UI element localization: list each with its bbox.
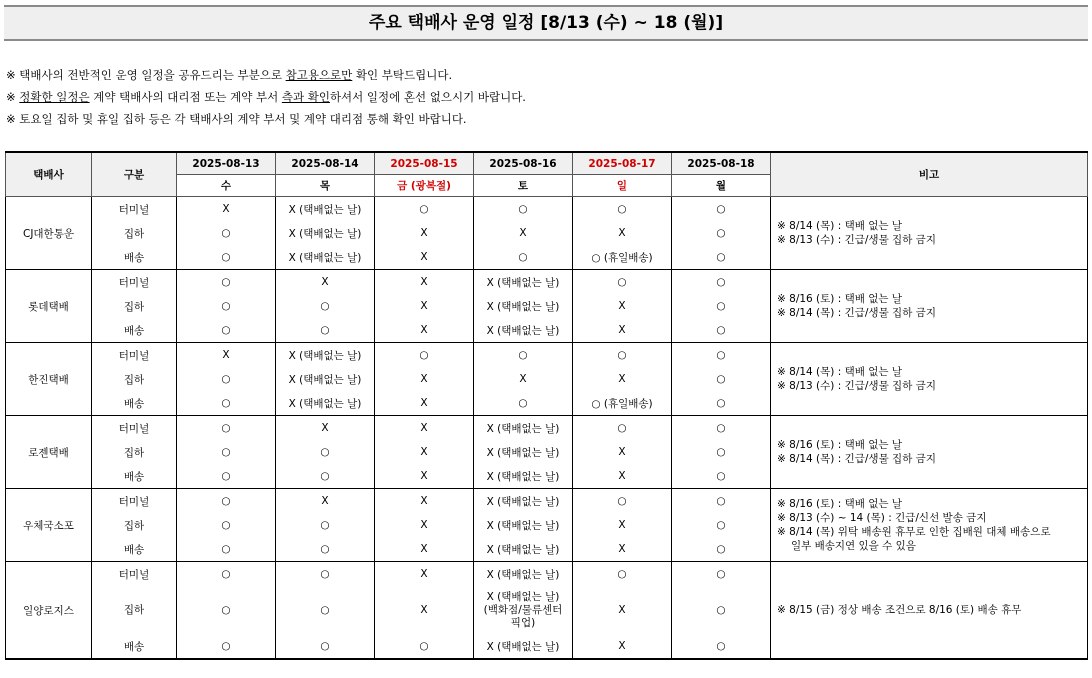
status-cell: X [375, 294, 474, 318]
status-cell: X (택배없는 날) [276, 367, 375, 391]
header-date: 2025-08-16 [474, 152, 573, 175]
status-cell: X [375, 391, 474, 416]
status-cell: X [573, 586, 672, 634]
remark-cell [771, 489, 1088, 562]
status-cell: X (택배없는 날) [276, 221, 375, 245]
category-label: 집하 [92, 586, 177, 634]
status-cell: ○ [573, 416, 672, 441]
status-cell: X (택배없는 날) [474, 489, 573, 514]
status-cell: X (택배없는 날) [474, 294, 573, 318]
status-cell: X (택배없는 날) [474, 464, 573, 489]
status-cell: X [177, 197, 276, 222]
table-row [6, 489, 1088, 514]
remark-line: ※ 8/15 (금) 정상 배송 조건으로 8/16 (토) 배송 휴무 [777, 604, 1022, 616]
status-cell: ○ [276, 562, 375, 587]
status-cell: X [573, 464, 672, 489]
status-cell: X [177, 343, 276, 368]
category-label: 집하 [92, 294, 177, 318]
status-cell: ○ [276, 294, 375, 318]
status-cell: ○ [177, 537, 276, 562]
status-cell: X (택배없는 날) [474, 440, 573, 464]
category-label: 집하 [92, 440, 177, 464]
status-cell: X [375, 586, 474, 634]
category-label: 배송 [92, 634, 177, 659]
header-day: 토 [474, 175, 573, 197]
status-cell: X (택배없는 날) [474, 513, 573, 537]
company-name: 롯데택배 [6, 270, 92, 343]
table-row [6, 197, 1088, 222]
note-emphasis: 정확한 일정은 [19, 90, 90, 104]
category-label: 터미널 [92, 197, 177, 222]
status-cell: ○ [177, 464, 276, 489]
title-bar [4, 5, 1088, 41]
header-date: 2025-08-15 [375, 152, 474, 175]
status-cell: ○ [573, 343, 672, 368]
note-emphasis: 참고용으로만 [285, 68, 353, 82]
status-cell: ○ [177, 318, 276, 343]
status-cell: ○ [276, 537, 375, 562]
note-text: ※ 택배사의 전반적인 운영 일정을 공유드리는 부분으로 [6, 68, 286, 82]
status-cell: X [573, 537, 672, 562]
status-cell: X [375, 245, 474, 270]
status-cell: ○ [672, 513, 771, 537]
status-cell: ○ [177, 513, 276, 537]
status-cell: X [573, 294, 672, 318]
note-line [6, 108, 526, 130]
status-cell: ○ [177, 367, 276, 391]
status-cell: ○ [672, 318, 771, 343]
remark-line: 일부 배송지연 있을 수 있음 [791, 540, 916, 552]
status-cell: ○ [672, 537, 771, 562]
status-cell: ○ [177, 634, 276, 659]
category-label: 집하 [92, 513, 177, 537]
table-row [6, 416, 1088, 441]
status-cell: X (택배없는 날) [474, 537, 573, 562]
status-cell: ○ [672, 197, 771, 222]
status-cell: ○ (휴일배송) [573, 391, 672, 416]
status-cell: ○ [375, 634, 474, 659]
status-cell: X [375, 221, 474, 245]
status-cell: X [375, 489, 474, 514]
note-text: 계약 택배사의 대리점 또는 계약 부서 [89, 90, 282, 104]
remark-line: ※ 8/13 (수) : 긴급/생물 집하 금지 [777, 234, 936, 246]
status-cell: ○ [474, 197, 573, 222]
status-cell: X [375, 464, 474, 489]
category-label: 터미널 [92, 489, 177, 514]
status-cell: X [474, 221, 573, 245]
status-cell: X [375, 440, 474, 464]
note-line [6, 86, 526, 108]
status-cell: X [573, 513, 672, 537]
status-cell: X [276, 489, 375, 514]
status-cell: ○ [474, 391, 573, 416]
header-date: 2025-08-18 [672, 152, 771, 175]
remark-cell [771, 562, 1088, 660]
status-cell: ○ [672, 586, 771, 634]
status-cell: ○ [672, 245, 771, 270]
category-label: 배송 [92, 464, 177, 489]
status-cell: ○ [672, 464, 771, 489]
status-cell: ○ (휴일배송) [573, 245, 672, 270]
status-cell: ○ [672, 294, 771, 318]
status-cell: ○ [177, 391, 276, 416]
status-cell: X [573, 318, 672, 343]
status-cell: ○ [672, 416, 771, 441]
remark-line: ※ 8/14 (목) 위탁 배송원 휴무로 인한 집배원 대체 배송으로 [777, 526, 1051, 538]
status-cell: ○ [177, 440, 276, 464]
company-name: 로젠택배 [6, 416, 92, 489]
status-cell: ○ [573, 562, 672, 587]
status-cell: ○ [672, 440, 771, 464]
table-row [6, 270, 1088, 295]
status-cell: ○ [375, 343, 474, 368]
status-cell: X [276, 270, 375, 295]
header-day: 목 [276, 175, 375, 197]
status-cell: X (택배없는 날) [474, 562, 573, 587]
status-cell: X [375, 513, 474, 537]
remark-cell [771, 343, 1088, 416]
status-cell: X (택배없는 날) [474, 318, 573, 343]
notes [6, 64, 526, 130]
status-cell-line: 픽업) [510, 616, 536, 629]
status-cell: ○ [177, 221, 276, 245]
status-cell: ○ [276, 464, 375, 489]
category-label: 집하 [92, 221, 177, 245]
header-day: 일 [573, 175, 672, 197]
company-name: 우체국소포 [6, 489, 92, 562]
status-cell: ○ [177, 245, 276, 270]
status-cell: ○ [474, 343, 573, 368]
status-cell: ○ [375, 197, 474, 222]
category-label: 터미널 [92, 416, 177, 441]
status-cell: ○ [276, 440, 375, 464]
status-cell-line: (백화점/물류센터 [483, 603, 563, 616]
remark-line: ※ 8/16 (토) : 택배 없는 날 [777, 439, 902, 451]
note-line [6, 64, 526, 86]
header-day: 수 [177, 175, 276, 197]
category-label: 배송 [92, 391, 177, 416]
remark-line: ※ 8/16 (토) : 택배 없는 날 [777, 498, 902, 510]
status-cell: X [573, 367, 672, 391]
status-cell: X [375, 416, 474, 441]
header-remark: 비고 [771, 152, 1088, 197]
status-cell: ○ [177, 294, 276, 318]
status-cell [474, 586, 573, 634]
table-row [6, 562, 1088, 587]
remark-cell [771, 416, 1088, 489]
remark-line: ※ 8/13 (수) : 긴급/생물 집하 금지 [777, 380, 936, 392]
remark-line: ※ 8/14 (목) : 긴급/생물 집하 금지 [777, 453, 936, 465]
status-cell: X (택배없는 날) [474, 634, 573, 659]
status-cell: ○ [672, 391, 771, 416]
schedule-table [5, 151, 1088, 660]
company-name: 한진택배 [6, 343, 92, 416]
remark-cell [771, 270, 1088, 343]
status-cell: X [375, 270, 474, 295]
status-cell: ○ [177, 270, 276, 295]
status-cell: ○ [276, 586, 375, 634]
remark-line: ※ 8/16 (토) : 택배 없는 날 [777, 293, 902, 305]
status-cell: ○ [177, 586, 276, 634]
page-title: 주요 택배사 운영 일정 [8/13 (수) ~ 18 (월)] [368, 13, 724, 33]
status-cell: ○ [177, 489, 276, 514]
category-label: 터미널 [92, 562, 177, 587]
category-label: 배송 [92, 318, 177, 343]
remark-line: ※ 8/14 (목) : 긴급/생물 집하 금지 [777, 307, 936, 319]
remark-line: ※ 8/14 (목) : 택배 없는 날 [777, 220, 902, 232]
status-cell: ○ [573, 270, 672, 295]
header-date: 2025-08-14 [276, 152, 375, 175]
status-cell: ○ [276, 634, 375, 659]
status-cell: ○ [573, 197, 672, 222]
remark-cell [771, 197, 1088, 270]
note-text: ※ [6, 90, 20, 104]
status-cell: X (택배없는 날) [276, 391, 375, 416]
status-cell: X [375, 318, 474, 343]
status-cell: ○ [276, 513, 375, 537]
status-cell: X (택배없는 날) [474, 416, 573, 441]
company-name: CJ대한통운 [6, 197, 92, 270]
status-cell: X [573, 221, 672, 245]
status-cell: ○ [672, 489, 771, 514]
remark-line: ※ 8/13 (수) ~ 14 (목) : 긴급/신선 발송 금지 [777, 512, 987, 524]
category-label: 배송 [92, 245, 177, 270]
status-cell: ○ [177, 416, 276, 441]
status-cell: ○ [177, 562, 276, 587]
status-cell: ○ [276, 318, 375, 343]
header-date: 2025-08-17 [573, 152, 672, 175]
status-cell: ○ [672, 270, 771, 295]
status-cell: ○ [672, 562, 771, 587]
status-cell: X [573, 634, 672, 659]
status-cell: X [276, 416, 375, 441]
header-company: 택배사 [6, 152, 92, 197]
category-label: 배송 [92, 537, 177, 562]
status-cell: X (택배없는 날) [276, 197, 375, 222]
status-cell: ○ [672, 367, 771, 391]
status-cell: X (택배없는 날) [474, 270, 573, 295]
status-cell: X [474, 367, 573, 391]
category-label: 터미널 [92, 343, 177, 368]
category-label: 집하 [92, 367, 177, 391]
status-cell: ○ [474, 245, 573, 270]
table-row [6, 343, 1088, 368]
status-cell: X [375, 367, 474, 391]
status-cell: X (택배없는 날) [276, 343, 375, 368]
status-cell: X (택배없는 날) [276, 245, 375, 270]
note-text: 하셔서 일정에 혼선 없으시기 바랍니다. [329, 90, 526, 104]
header-day: 월 [672, 175, 771, 197]
note-emphasis: 측과 확인 [281, 90, 330, 104]
status-cell: ○ [573, 489, 672, 514]
status-cell: ○ [672, 634, 771, 659]
category-label: 터미널 [92, 270, 177, 295]
header-date: 2025-08-13 [177, 152, 276, 175]
status-cell: ○ [672, 221, 771, 245]
header-category: 구분 [92, 152, 177, 197]
status-cell: X [375, 537, 474, 562]
header-day: 금 (광복절) [375, 175, 474, 197]
remark-line: ※ 8/14 (목) : 택배 없는 날 [777, 366, 902, 378]
status-cell: X [573, 440, 672, 464]
status-cell: X [375, 562, 474, 587]
status-cell-line: X (택배없는 날) [486, 590, 560, 603]
status-cell: ○ [672, 343, 771, 368]
note-text: ※ 토요일 집하 및 휴일 집하 등은 각 택배사의 계약 부서 및 계약 대리점 통해 확인 바랍니다. [6, 112, 467, 126]
note-text: 확인 부탁드립니다. [352, 68, 453, 82]
company-name: 일양로지스 [6, 562, 92, 660]
